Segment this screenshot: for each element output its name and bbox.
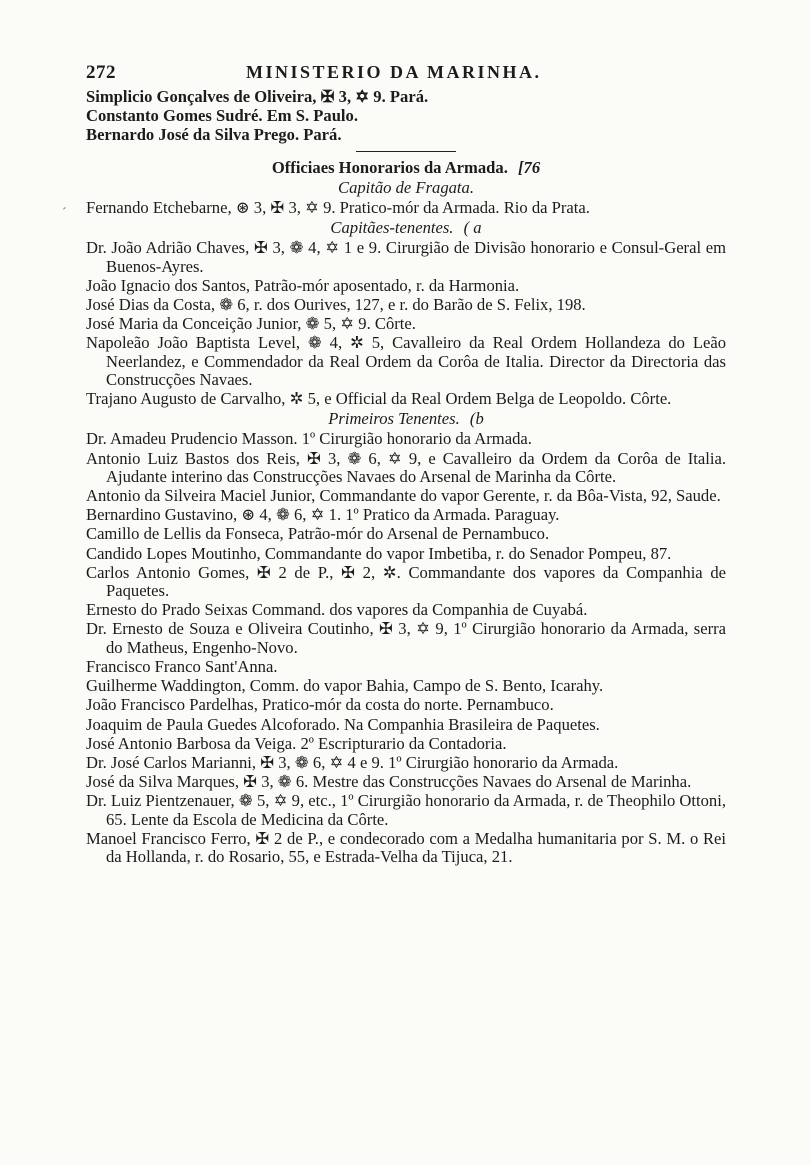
entry: Carlos Antonio Gomes, ✠ 2 de P., ✠ 2, ✲. Commandante dos vapores da Companhia de Paquetes.	[86, 562, 726, 601]
entry: Napoleão João Baptista Level, ❁ 4, ✲ 5, Cavalleiro da Real Ordem Hollandeza do Leão Neerlandez, e Commendador da Real Ordem da Corôa de Italia. Director da Directoria das Construcções Navaes.	[86, 333, 726, 389]
running-head: MINISTERIO DA MARINHA.	[246, 62, 542, 82]
subsection-mark: ( a	[463, 218, 482, 238]
subsection-title	[86, 410, 726, 428]
entry: José Dias da Costa, ❁ 6, r. dos Ourives, 127, e r. do Barão de S. Felix, 198.	[86, 295, 586, 315]
entry: Dr. João Adrião Chaves, ✠ 3, ❁ 4, ✡ 1 e 9. Cirurgião de Divisão honorario e Consul-Geral em Buenos-Ayres.	[86, 238, 726, 276]
entry: José Maria da Conceição Junior, ❁ 5, ✡ 9. Côrte.	[86, 314, 416, 334]
entry: Ernesto do Prado Seixas Command. dos vapores da Companhia de Cuyabá.	[86, 600, 588, 620]
entry: Trajano Augusto de Carvalho, ✲ 5, e Official da Real Ordem Belga de Leopoldo. Côrte.	[86, 389, 672, 409]
section-title-mark: [76	[518, 157, 541, 177]
subsection-title	[86, 219, 726, 237]
top-entries	[86, 88, 726, 145]
entry: Constanto Gomes Sudré. Em S. Paulo.	[86, 106, 358, 126]
entry: Camillo de Lellis da Fonseca, Patrão-mór do Arsenal de Pernambuco.	[86, 524, 550, 544]
entry: Dr. Amadeu Prudencio Masson. 1º Cirurgião honorario da Armada.	[86, 429, 532, 449]
entry: Bernardo José da Silva Prego. Pará.	[86, 125, 342, 145]
subsection-title-text: Primeiros Tenentes.	[328, 409, 460, 429]
section-title-text: Officiaes Honorarios da Armada.	[271, 157, 508, 177]
entry: João Francisco Pardelhas, Pratico-mór da costa do norte. Pernambuco.	[86, 695, 554, 715]
margin-mark: ˊ	[62, 206, 67, 221]
entry: José Antonio Barbosa da Veiga. 2º Escripturario da Contadoria.	[86, 733, 507, 753]
section-title	[86, 159, 726, 177]
page-number: 272	[86, 62, 116, 83]
subsection-title: Capitão de Fragata.	[338, 177, 474, 197]
entry: Fernando Etchebarne, ⊛ 3, ✠ 3, ✡ 9. Pratico-mór da Armada. Rio da Prata.	[86, 198, 590, 218]
page-header	[86, 62, 726, 86]
entry: Joaquim de Paula Guedes Alcoforado. Na Companhia Brasileira de Paquetes.	[86, 714, 600, 734]
entry: Candido Lopes Moutinho, Commandante do vapor Imbetiba, r. do Senador Pompeu, 87.	[86, 543, 672, 563]
entry: Guilherme Waddington, Comm. do vapor Bahia, Campo de S. Bento, Icarahy.	[86, 676, 604, 696]
entry: José da Silva Marques, ✠ 3, ❁ 6. Mestre das Construcções Navaes do Arsenal de Marinha.	[86, 772, 692, 792]
subsection-mark: (b	[469, 409, 484, 429]
entry: Dr. José Carlos Marianni, ✠ 3, ❁ 6, ✡ 4 e 9. 1º Cirurgião honorario da Armada.	[86, 752, 619, 772]
entry: Antonio da Silveira Maciel Junior, Commandante do vapor Gerente, r. da Bôa-Vista, 92, Saude.	[86, 486, 721, 506]
entry: Antonio Luiz Bastos dos Reis, ✠ 3, ❁ 6, ✡ 9, e Cavalleiro da Ordem da Corôa de Italia. Ajudante interino das Construcções Navaes do Arsenal de Marinha da Côrte.	[86, 448, 726, 486]
entry: Dr. Luiz Pientzenauer, ❁ 5, ✡ 9, etc., 1º Cirurgião honorario da Armada, r. de Theophilo Ottoni, 65. Lente da Escola de Medicina da Côrte.	[86, 791, 726, 829]
entry: João Ignacio dos Santos, Patrão-mór aposentado, r. da Harmonia.	[86, 275, 520, 295]
subsection-title-text: Capitães-tenentes.	[330, 218, 454, 238]
entry: Bernardino Gustavino, ⊛ 4, ❁ 6, ✡ 1. 1º Pratico da Armada. Paraguay.	[86, 505, 560, 525]
entry: Francisco Franco Sant'Anna.	[86, 656, 278, 676]
page-content	[86, 88, 726, 867]
entry: Simplicio Gonçalves de Oliveira, ✠ 3, ✡ 9. Pará.	[86, 87, 429, 106]
entry: Manoel Francisco Ferro, ✠ 2 de P., e condecorado com a Medalha humanitaria por S. M. o Rei da Hollanda, r. do Rosario, 55, e Estrada-Velha da Tijuca, 21.	[86, 828, 726, 866]
section-divider	[356, 151, 456, 152]
entry: Dr. Ernesto de Souza e Oliveira Coutinho, ✠ 3, ✡ 9, 1º Cirurgião honorario da Armada, serra do Matheus, Engenho-Novo.	[86, 619, 726, 657]
